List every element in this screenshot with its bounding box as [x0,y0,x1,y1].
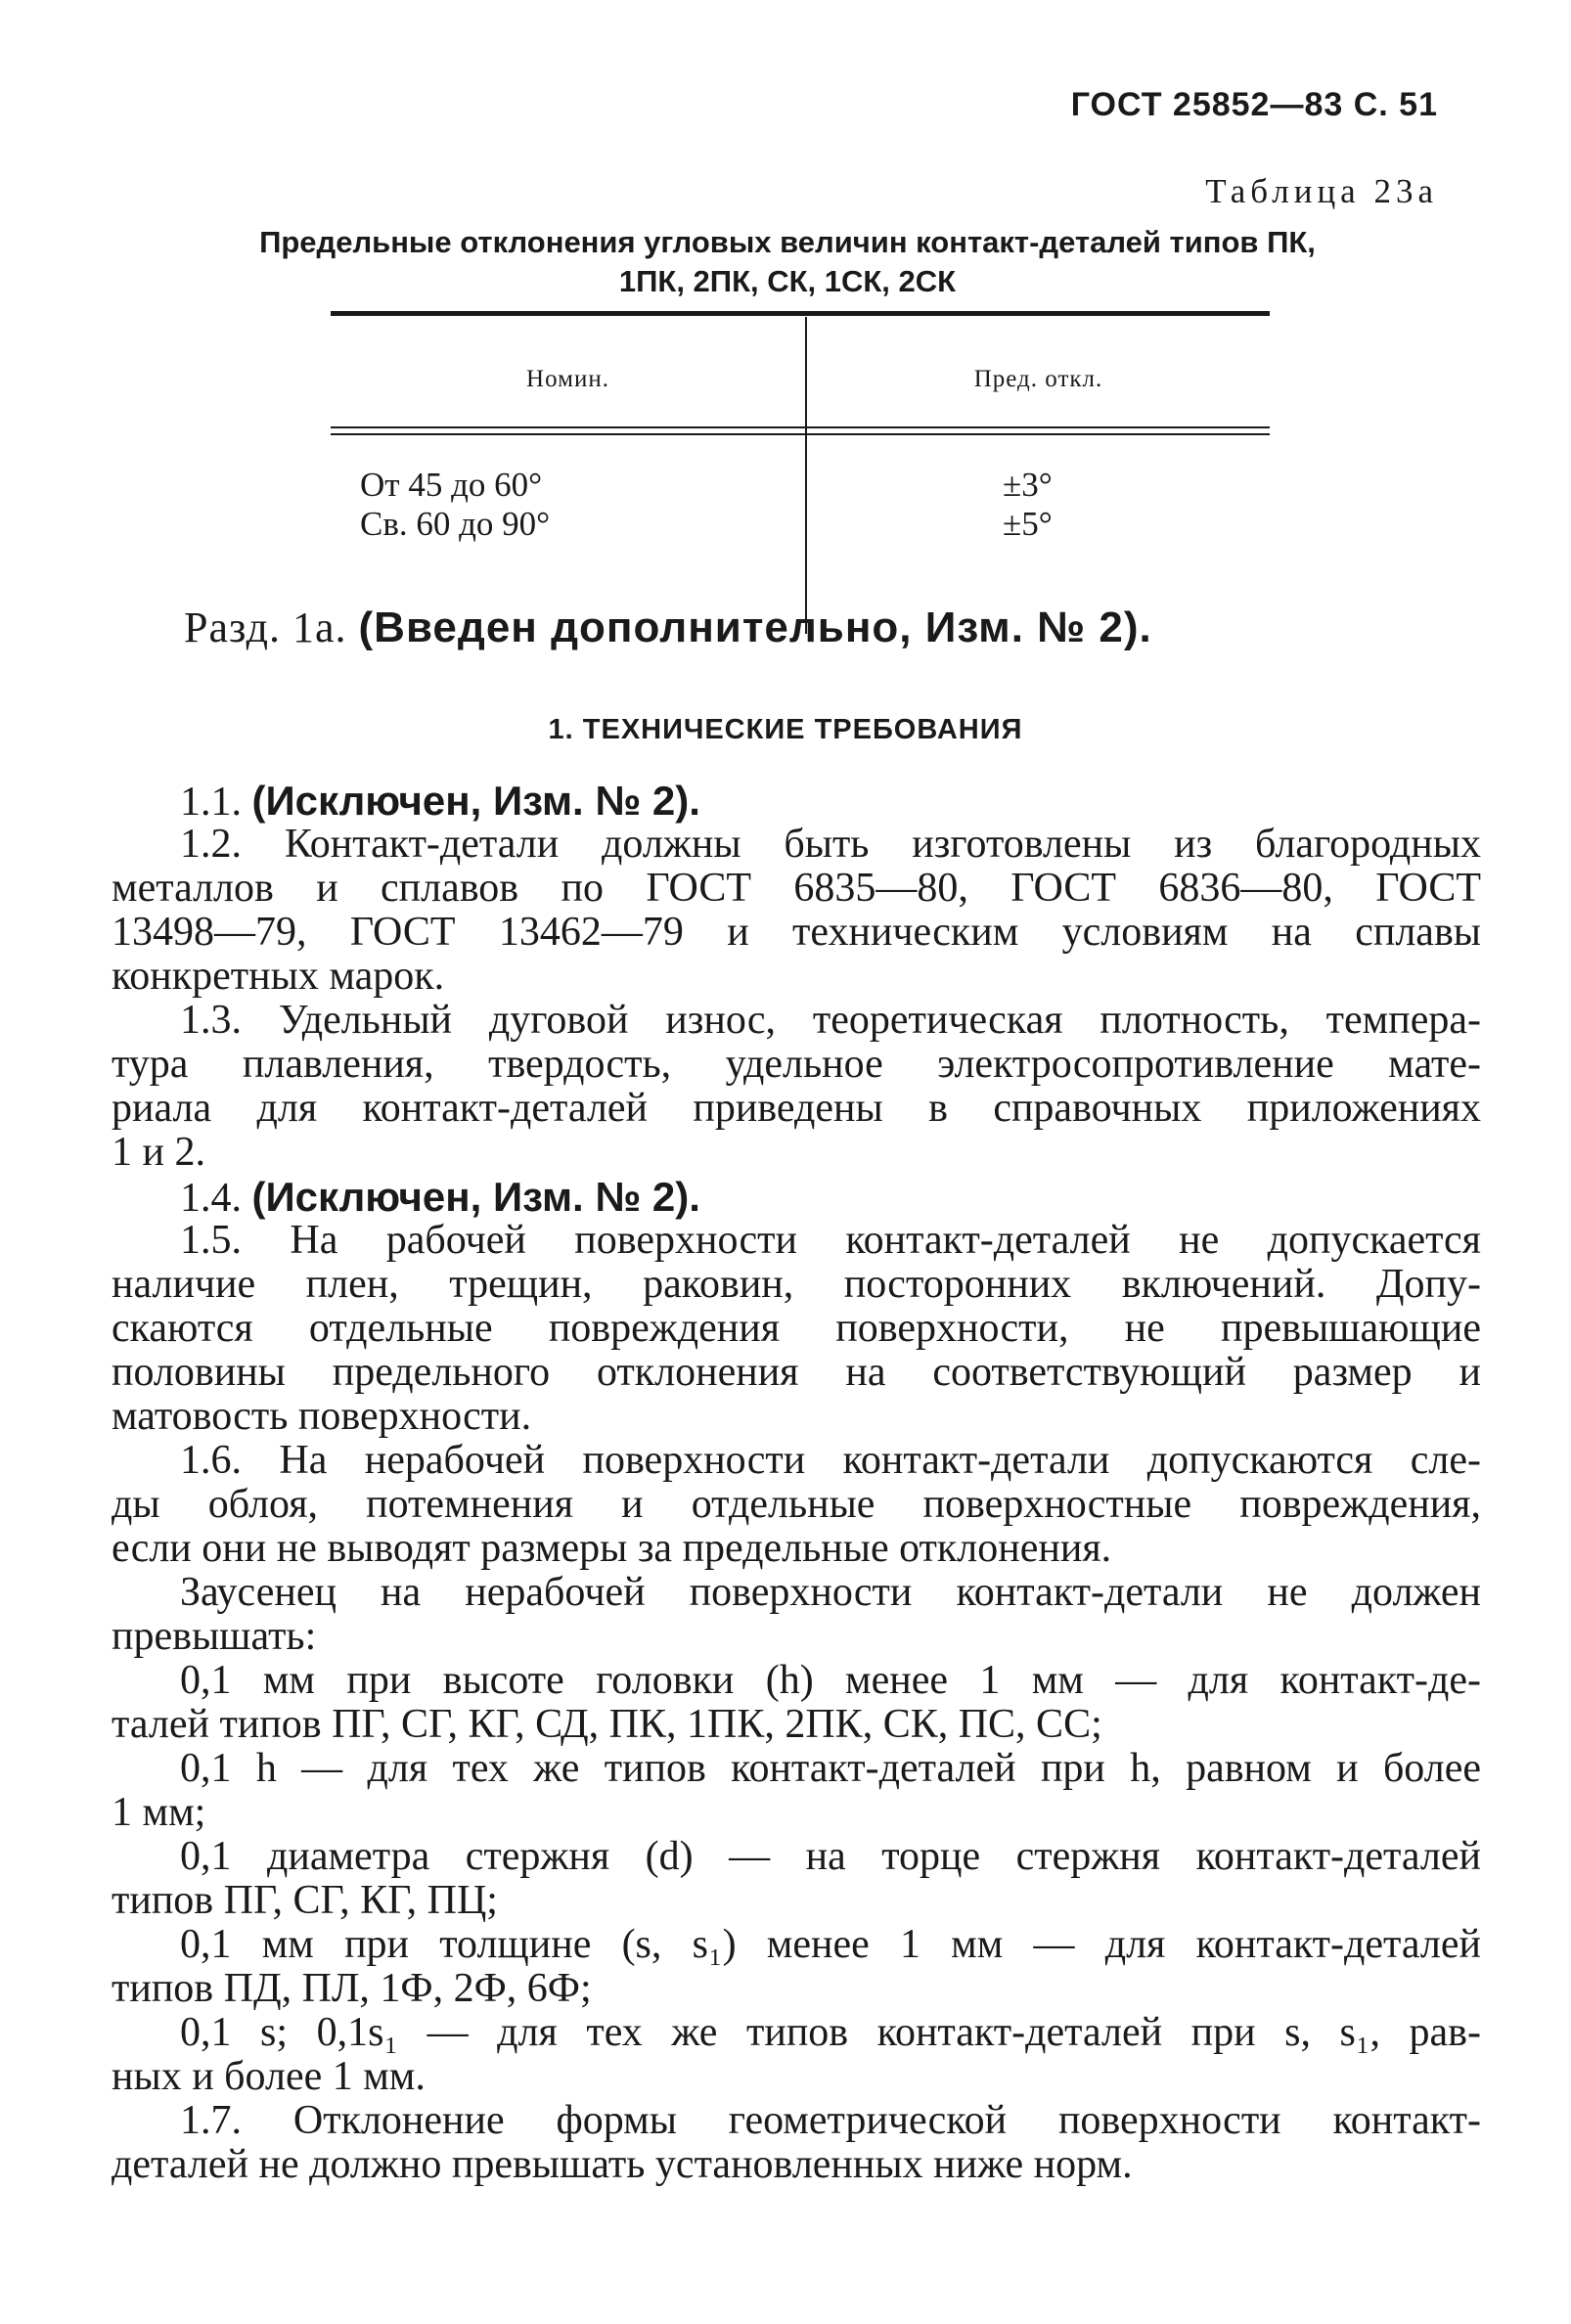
text-line: 1.2. Контакт-детали должны быть изготовлены из благородных [180,822,1481,867]
text-line: риала для контакт-деталей приведены в справочных приложениях [112,1086,1481,1131]
nominal-column [360,466,550,544]
text-line [112,1175,1481,1219]
section-note-prefix: Разд. 1а. [184,603,359,651]
text-line: если они не выводят размеры за предельные отклонения. [112,1526,1112,1571]
text-line: 1.7. Отклонение формы геометрической поверхности контакт- [180,2098,1481,2143]
text-line: ных и более 1 мм. [112,2054,426,2099]
text-line: 0,1 мм при высоте головки (h) менее 1 мм — для контакт-де- [180,1658,1481,1703]
body-text [112,779,1481,2187]
text-line: тура плавления, твердость, удельное электросопротивление мате- [112,1042,1481,1087]
table-title-line-1: Предельные отклонения угловых величин контакт-деталей типов ПК, [259,225,1316,259]
text-line: 1 мм; [112,1790,206,1835]
table-cell-deviation: ±3° [1003,466,1053,504]
text-line: талей типов ПГ, СГ, КГ, СД, ПК, 1ПК, 2ПК, СК, ПС, СС; [112,1702,1102,1747]
text-line: 1.6. На нерабочей поверхности контакт-детали допускаются сле- [180,1438,1481,1483]
clause-number: 1.1. [180,780,242,825]
table-header-rule-double [331,433,1270,435]
table-number: Таблица 23а [1205,172,1438,210]
clause-amendment: (Исключен, Изм. № 2). [251,778,700,824]
section-note-amendment: (Введен дополнительно, Изм. № 2). [358,603,1152,651]
table-top-rule [331,311,1270,316]
text-line: половины предельного отклонения на соответствующий размер и [112,1350,1481,1395]
text-line: 1.5. На рабочей поверхности контакт-деталей не допускается [180,1218,1481,1263]
table-cell-nominal: От 45 до 60° [360,466,543,504]
table-cell-deviation: ±5° [1003,505,1053,543]
section-heading: 1. ТЕХНИЧЕСКИЕ ТРЕБОВАНИЯ [548,714,1023,745]
text-line: 0,1 s; 0,1s₁ — для тех же типов контакт-деталей при s, s₁, рав- [180,2010,1481,2055]
text-line: 13498—79, ГОСТ 13462—79 и техническим условиям на сплавы [112,910,1481,955]
text-line: 1.3. Удельный дуговой износ, теоретическая плотность, темпера- [180,998,1481,1043]
text-line: превышать: [112,1614,317,1659]
text-line: типов ПД, ПЛ, 1Ф, 2Ф, 6Ф; [112,1966,592,2011]
text-line: 1 и 2. [112,1130,205,1175]
column-header-nominal: Номин. [526,366,609,392]
table-title-line-2: 1ПК, 2ПК, СК, 1СК, 2СК [618,264,957,298]
text-line: типов ПГ, СГ, КГ, ПЦ; [112,1878,498,1923]
text-line: наличие плен, трещин, раковин, посторонних включений. Допу- [112,1262,1481,1307]
text-line: Заусенец на нерабочей поверхности контакт-детали не должен [180,1570,1481,1615]
page-header: ГОСТ 25852—83 С. 51 [1070,86,1438,123]
table-title [215,223,1360,301]
table-cell-nominal: Св. 60 до 90° [360,505,551,543]
text-line: металлов и сплавов по ГОСТ 6835—80, ГОСТ 6836—80, ГОСТ [112,866,1481,911]
text-line: ды облоя, потемнения и отдельные поверхностные повреждения, [112,1482,1481,1527]
text-line: 0,1 диаметра стержня (d) — на торце стержня контакт-деталей [180,1834,1481,1879]
text-line [112,779,1481,823]
clause-number: 1.4. [180,1176,242,1221]
text-line: матовость поверхности. [112,1394,532,1439]
text-line: деталей не должно превышать установленных ниже норм. [112,2142,1133,2187]
text-line: скаются отдельные повреждения поверхности, не превышающие [112,1306,1481,1351]
text-line: 0,1 h — для тех же типов контакт-деталей при h, равном и более [180,1746,1481,1791]
column-header-deviation: Пред. откл. [973,366,1103,392]
deviation-column [1003,466,1053,544]
table-header-rule [331,426,1270,428]
clause-amendment: (Исключен, Изм. № 2). [251,1174,700,1220]
text-line: 0,1 мм при толщине (s, s₁) менее 1 мм — для контакт-деталей [180,1922,1481,1967]
deviation-table [331,311,1270,634]
text-line: конкретных марок. [112,954,445,999]
section-note [184,603,1152,652]
table-column-divider [805,317,807,634]
